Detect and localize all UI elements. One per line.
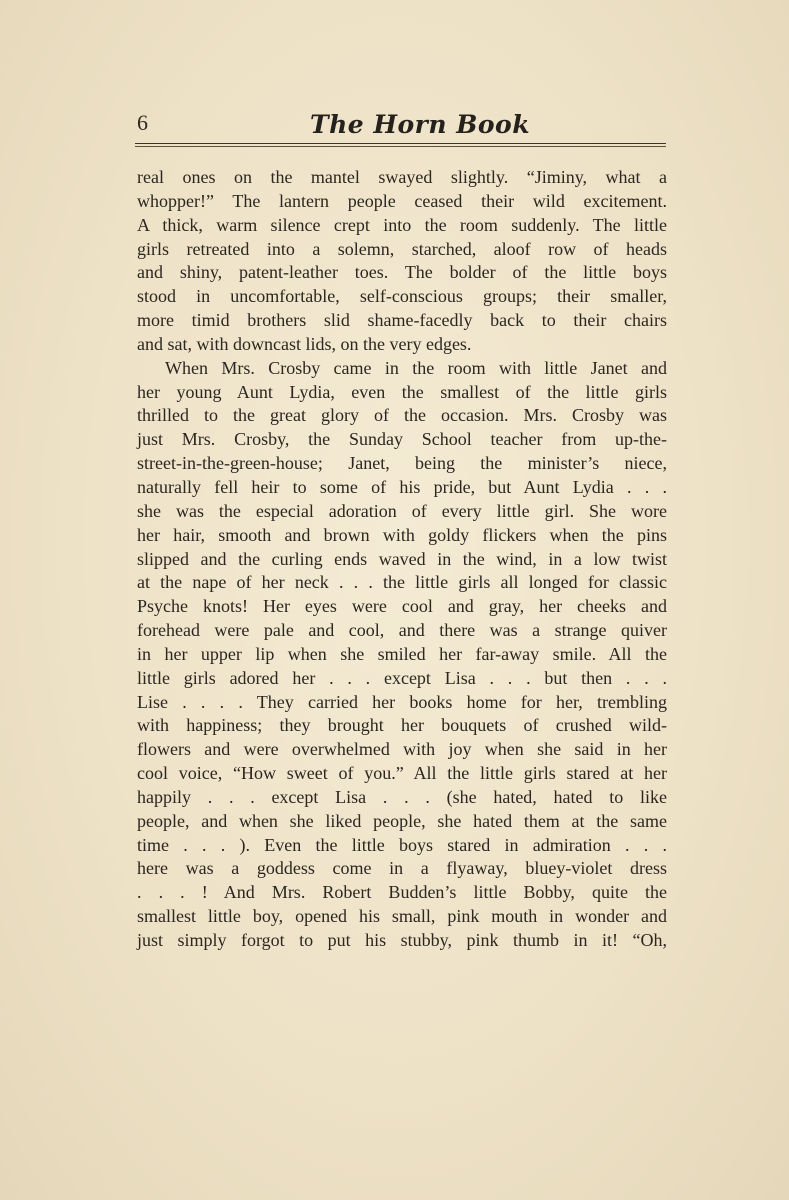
text-line: Psyche knots! Her eyes were cool and gray, her cheeks and: [137, 596, 667, 617]
text-line: real ones on the mantel swayed slightly. “Jiminy, what a: [137, 167, 667, 187]
text-line: and sat, with downcast lids, on the very edges.: [137, 333, 472, 354]
text-line: naturally fell heir to some of his pride, but Aunt Lydia . . .: [137, 476, 667, 497]
text-line: girls retreated into a solemn, starched, aloof row of heads: [137, 238, 667, 259]
page-number: 6: [137, 110, 148, 135]
text-line: time . . . ). Even the little boys stared in admiration . . .: [137, 834, 667, 855]
text-line: . . . ! And Mrs. Robert Budden’s little Bobby, quite the: [137, 882, 667, 903]
header-rule-thin: [135, 146, 666, 147]
text-line: smallest little boy, opened his small, pink mouth in wonder and: [137, 906, 667, 927]
text-line: in her upper lip when she smiled her far-away smile. All the: [137, 643, 667, 664]
page-header: [135, 108, 667, 142]
text-line: little girls adored her . . . except Lisa . . . but then . . .: [137, 667, 667, 688]
text-line: whopper!” The lantern people ceased their wild excitement.: [137, 190, 667, 211]
text-line: stood in uncomfortable, self-conscious groups; their smaller,: [137, 286, 667, 307]
text-line: with happiness; they brought her bouquets of crushed wild-: [137, 715, 667, 736]
text-line: she was the especial adoration of every little girl. She wore: [137, 500, 667, 521]
text-line: street-in-the-green-house; Janet, being the minister’s niece,: [137, 453, 667, 474]
text-line: her young Aunt Lydia, even the smallest of the little girls: [137, 381, 667, 402]
text-line: thrilled to the great glory of the occasion. Mrs. Crosby was: [137, 405, 667, 426]
text-line: flowers and were overwhelmed with joy when she said in her: [137, 739, 667, 760]
running-head-title: The Horn Book: [310, 110, 531, 139]
text-line: just simply forgot to put his stubby, pink thumb in it! “Oh,: [137, 930, 667, 950]
text-line: slipped and the curling ends waved in the wind, in a low twist: [137, 548, 667, 569]
text-line: happily . . . except Lisa . . . (she hated, hated to like: [137, 786, 667, 807]
text-line: here was a goddess come in a flyaway, bluey-violet dress: [137, 858, 667, 879]
text-line: and shiny, patent-leather toes. The bolder of the little boys: [137, 262, 667, 283]
text-line: more timid brothers slid shame-facedly back to their chairs: [137, 310, 667, 331]
text-line: cool voice, “How sweet of you.” All the little girls stared at her: [137, 763, 667, 784]
header-rule: [135, 143, 666, 144]
text-line: her hair, smooth and brown with goldy flickers when the pins: [137, 524, 667, 545]
text-line: A thick, warm silence crept into the room suddenly. The little: [137, 214, 667, 235]
text-line: just Mrs. Crosby, the Sunday School teacher from up-the-: [137, 429, 667, 450]
text-line: people, and when she liked people, she hated them at the same: [137, 810, 667, 831]
text-line: at the nape of her neck . . . the little girls all longed for classic: [137, 572, 667, 593]
text-line: forehead were pale and cool, and there was a strange quiver: [137, 620, 667, 641]
body-text: [137, 166, 667, 953]
text-line-paragraph-start: When Mrs. Crosby came in the room with little Janet and: [165, 357, 667, 378]
text-line: Lise . . . . They carried her books home for her, trembling: [137, 691, 667, 712]
